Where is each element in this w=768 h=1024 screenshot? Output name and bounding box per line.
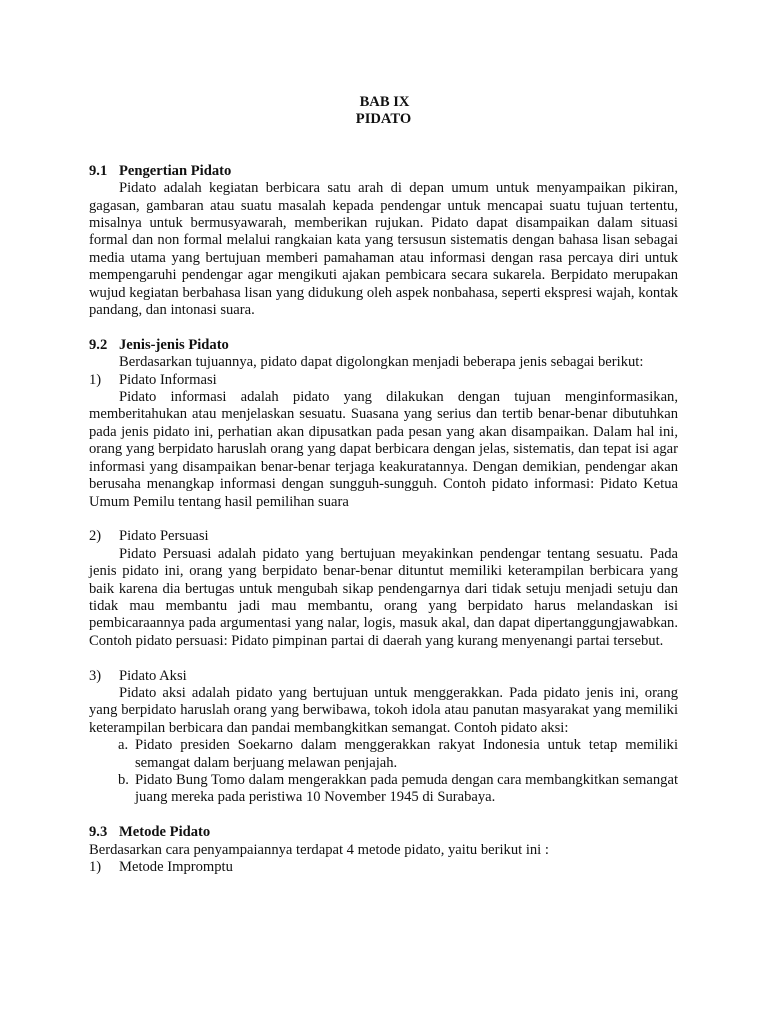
list-number: 1) <box>89 371 102 388</box>
paragraph-aksi: Pidato aksi adalah pidato yang bertujuan untuk menggerakkan. Pada pidato jenis ini, orang yang berpidato haruslah orang yang berwibawa, tokoh idola atau panutan masyarakat yang memiliki keterampilan berbicara dan pandai membangkitkan semangat. Contoh pidato aksi: <box>89 684 678 736</box>
spacer <box>89 511 678 528</box>
list-item-informasi <box>89 372 678 389</box>
spacer <box>89 129 678 163</box>
list-item-aksi <box>89 668 678 685</box>
paragraph-informasi: Pidato informasi adalah pidato yang dilakukan dengan tujuan menginformasikan, memberitahukan atau menjelaskan sesuatu. Suasana yang serius dan tertib benar-benar dibutuhkan pada jenis pidato ini, perhatian akan dipusatkan pada pesan yang akan disampaikan. Dalam hal ini, orang yang berpidato haruslah orang yang dapat berbicara dengan jelas, sistematis, dan tepat isi agar informasi yang disampaikan benar-benar terjaga keakuratannya. Dengan demikian, pendengar akan berusaha menangkap informasi dengan sungguh-sungguh. Contoh pidato informasi: Pidato Ketua Umum Pemilu tentang hasil pemilihan suara <box>89 389 678 510</box>
list-number: 2) <box>89 528 102 545</box>
paragraph-persuasi: Pidato Persuasi adalah pidato yang bertujuan meyakinkan pendengar tentang sesuatu. Pada jenis pidato ini, orang yang berpidato benar-benar dituntut memiliki keterampilan berbicara yang baik karena dia bertugas untuk mengubah sikap pendengarnya dari tidak setuju menjadi setuju dan tidak mau membantu jadi mau membantu, orang yang berpidato harus melandaskan isi pembicaraannya pada argumentasi yang nalar, logis, masuk akal, dan dapat dipertanggungjawabkan. Contoh pidato persuasi: Pidato pimpinan partai di daerah yang kurang menyenangi partai tersebut. <box>89 545 678 649</box>
paragraph-pengertian: Pidato adalah kegiatan berbicara satu arah di depan umum untuk menyampaikan pikiran, gagasan, gambaran atau suatu masalah kepada pendengar untuk mencapai suatu tujuan tertentu, misalnya untuk bermusyawarah, memberikan rujukan. Pidato dapat disampaikan dalam situasi formal dan non formal melalui rangkaian kata yang tersusun sistematis dengan bahasa lisan sebagai media utama yang bertujuan memberi pamahaman atau informasi dengan rasa percaya diri untuk mempengaruhi pendengar agar mengikuti ajakan pembicara secara sukarela. Berpidato merupakan wujud kegiatan berbahasa lisan yang didukung oleh aspek nonbahasa, seperti ekspresi wajah, kontak pandang, dan intonasi suara. <box>89 180 678 319</box>
section-number: 9.3 <box>89 824 108 841</box>
section-title: Metode Pidato <box>119 824 211 841</box>
section-heading-9-1 <box>89 163 678 180</box>
chapter-number: BAB IX <box>359 94 410 110</box>
list-item-title: Pidato Informasi <box>119 371 217 388</box>
sub-item-text: Pidato Bung Tomo dalam mengerakkan pada pemuda dengan cara membangkitkan semangat juang mereka pada peristiwa 10 November 1945 di Surabaya. <box>135 771 678 806</box>
section-heading-9-2 <box>89 337 678 354</box>
paragraph-intro-metode: Berdasarkan cara penyampaiannya terdapat 4 metode pidato, yaitu berikut ini : <box>89 841 549 858</box>
section-number: 9.2 <box>89 336 108 353</box>
list-item-persuasi <box>89 528 678 545</box>
section-title: Jenis-jenis Pidato <box>119 336 229 353</box>
spacer <box>89 650 678 667</box>
sub-item-letter: b. <box>118 771 129 788</box>
spacer <box>89 807 678 824</box>
list-number: 1) <box>89 859 102 875</box>
section-heading-9-3 <box>89 824 678 841</box>
sub-item-soekarno <box>89 737 678 772</box>
paragraph-intro-jenis: Berdasarkan tujuannya, pidato dapat digolongkan menjadi beberapa jenis sebagai berikut: <box>119 354 644 371</box>
list-item-title: Pidato Persuasi <box>119 528 209 545</box>
document-body <box>89 94 678 876</box>
spacer <box>89 319 678 336</box>
chapter-title: PIDATO <box>355 111 412 128</box>
sub-item-bung-tomo <box>89 772 678 807</box>
sub-item-letter: a. <box>118 737 129 754</box>
section-number: 9.1 <box>89 162 108 179</box>
list-item-title: Pidato Aksi <box>119 667 187 684</box>
list-number: 3) <box>89 667 102 684</box>
list-item-title: Metode Impromptu <box>119 859 233 875</box>
sub-item-text: Pidato presiden Soekarno dalam menggerakkan rakyat Indonesia untuk tetap memiliki semangat dalam berjuang melawan penjajah. <box>135 737 678 771</box>
section-title: Pengertian Pidato <box>119 162 232 179</box>
list-item-impromptu <box>89 859 678 876</box>
